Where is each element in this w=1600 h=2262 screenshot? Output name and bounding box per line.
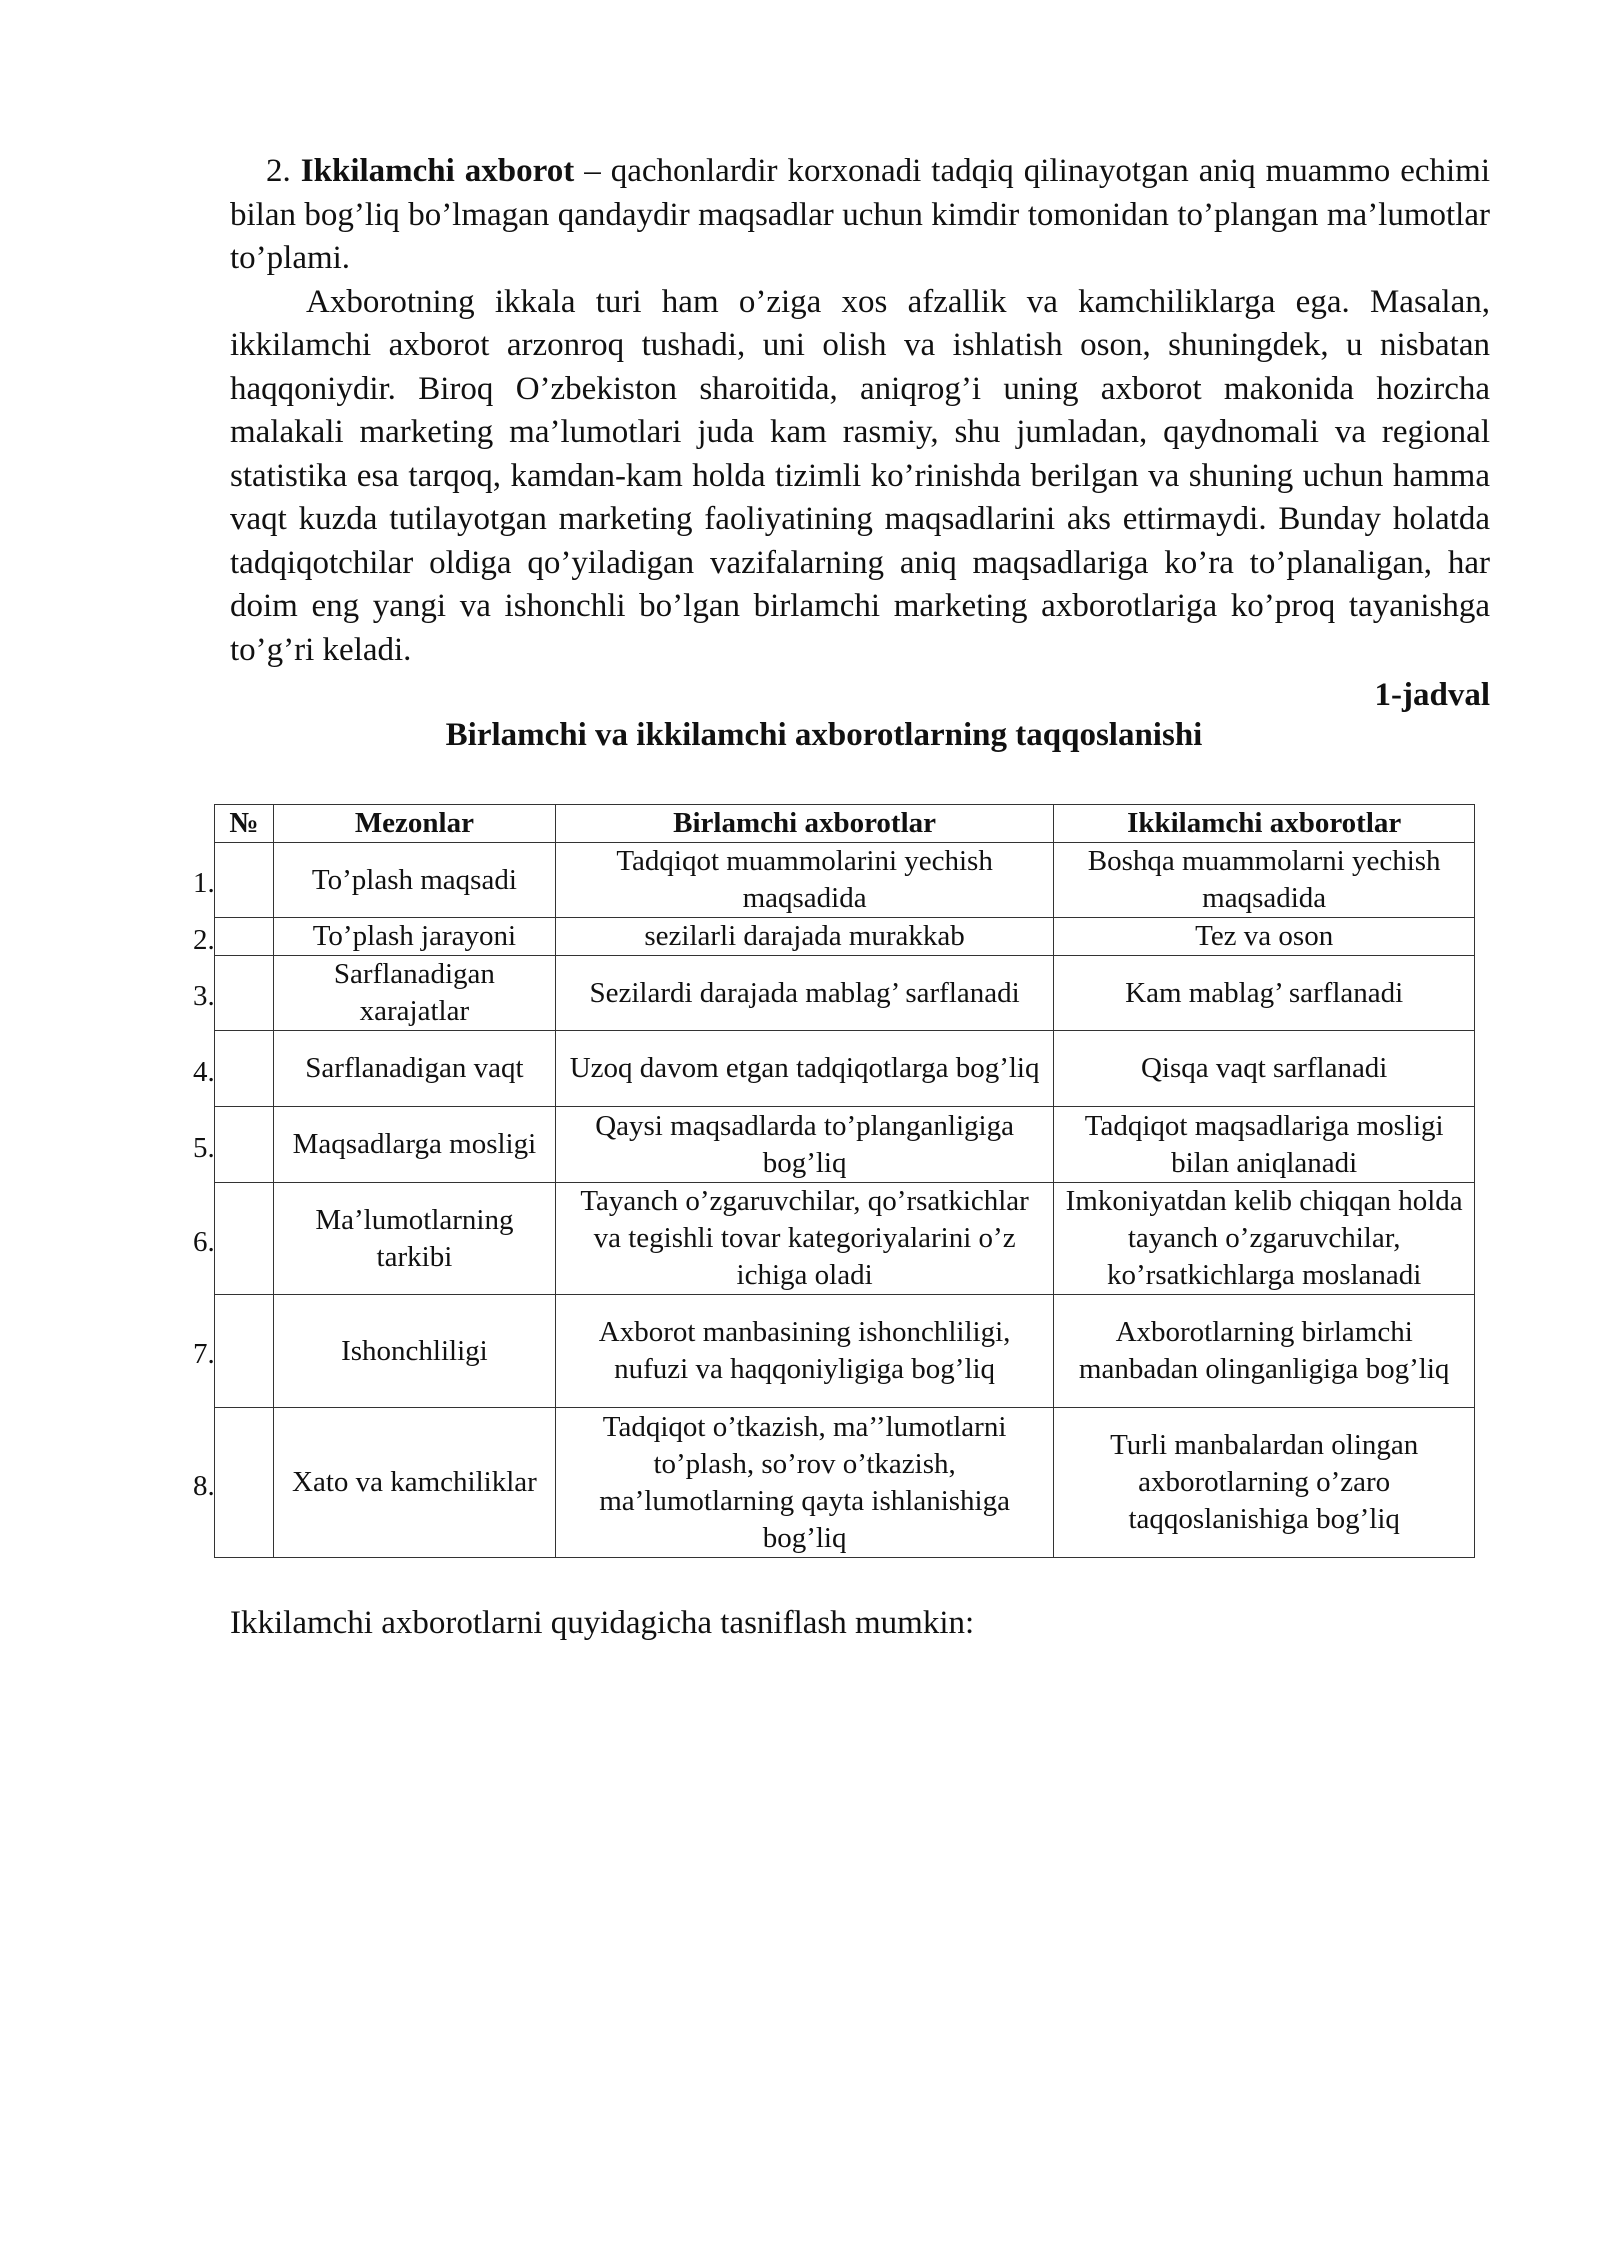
table-row	[215, 918, 1475, 956]
row-number: 4.	[193, 1055, 215, 1088]
document-page	[193, 150, 1491, 1641]
table-row	[215, 843, 1475, 918]
criterion-cell: Sarflanadigan xarajatlar	[273, 956, 555, 1031]
table-row	[215, 956, 1475, 1031]
row-number-cell	[193, 1183, 274, 1295]
table-row	[215, 1183, 1475, 1295]
criterion-cell: Ishonchliligi	[273, 1295, 555, 1408]
criterion-cell: To’plash jarayoni	[273, 918, 555, 956]
secondary-cell: Turli manbalardan olingan axborotlarning o’zaro taqqoslanishiga bog’liq	[1054, 1408, 1475, 1558]
row-number: 7.	[193, 1338, 215, 1371]
defined-term: Ikkilamchi axborot	[300, 153, 575, 189]
primary-cell: Uzoq davom etgan tadqiqotlarga bog’liq	[555, 1031, 1054, 1107]
row-number: 5.	[193, 1131, 215, 1164]
table-header-row	[215, 805, 1475, 843]
secondary-cell: Tadqiqot maqsadlariga mosligi bilan aniqlanadi	[1054, 1107, 1475, 1183]
table-label: 1-jadval	[1374, 677, 1490, 713]
table-row	[215, 1031, 1475, 1107]
primary-cell: Axborot manbasining ishonchliligi, nufuzi va haqqoniyligiga bog’liq	[555, 1295, 1054, 1408]
row-number: 2.	[193, 923, 215, 956]
row-number: 1.	[193, 867, 215, 900]
row-number: 3.	[193, 980, 215, 1013]
primary-cell: sezilarli darajada murakkab	[555, 918, 1054, 956]
secondary-cell: Qisqa vaqt sarflanadi	[1054, 1031, 1475, 1107]
paragraph-comparison-text: Axborotning ikkala turi ham o’ziga xos afzallik va kamchiliklarga ega. Masalan, ikkilamchi axborot arzonroq tushadi, uni olish va ishlatish oson, shuningdek, u nisbatan haqqoniydir. Biroq O’zbekiston sharoitida, aniqrog’i uning axborot makonida hozircha malakali marketing ma’lumotlari juda kam rasmiy, shu jumladan, qaydnomali va regional statistika esa tarqoq, kamdan-kam holda tizimli ko’rinishda berilgan va shuning uchun hamma vaqt kuzda tutilayotgan marketing faoliyatining maqsadlarini aks ettirmaydi. Bunday holatda tadqiqotchilar oldiga qo’yiladigan vazifalarning aniq maqsadlariga ko’ra to’planaligan, har doim eng yangi va ishonchli bo’lgan birlamchi marketing axborotlariga ko’proq tayanishga to’g’ri keladi.	[230, 283, 1490, 668]
primary-cell: Qaysi maqsadlarda to’planganligiga bog’liq	[555, 1107, 1054, 1183]
paragraph-prefix: 2.	[266, 153, 301, 189]
secondary-cell: Tez va oson	[1054, 918, 1475, 956]
secondary-cell: Kam mablag’ sarflanadi	[1054, 956, 1475, 1031]
comparison-table	[193, 804, 1475, 1558]
table-row	[215, 1107, 1475, 1183]
row-number-cell	[193, 1107, 274, 1183]
table-row	[215, 1408, 1475, 1558]
secondary-cell: Boshqa muammolarni yechish maqsadida	[1054, 843, 1475, 918]
row-number-cell	[193, 956, 274, 1031]
row-number-cell	[193, 1408, 274, 1558]
header-criteria: Mezonlar	[273, 805, 555, 843]
primary-cell: Tayanch o’zgaruvchilar, qo’rsatkichlar va tegishli tovar kategoriyalarini o’z ichiga oladi	[555, 1183, 1054, 1295]
row-number-cell	[193, 1031, 274, 1107]
criterion-cell: Maqsadlarga mosligi	[273, 1107, 555, 1183]
table-caption: Birlamchi va ikkilamchi axborotlarning taqqoslanishi	[445, 717, 1203, 753]
definition-text: – qachonlardir korxonadi tadqiq qilinayotgan aniq muammo echimi bilan bog’liq bo’lmagan qandaydir maqsadlar uchun kimdir tomonidan to’plangan ma’lumotlar to’plami.	[230, 153, 1491, 276]
paragraph-secondary-info-definition	[230, 150, 1490, 281]
secondary-cell: Imkoniyatdan kelib chiqqan holda tayanch o’zgaruvchilar, ko’rsatkichlarga moslanadi	[1054, 1183, 1475, 1295]
table-row	[215, 1295, 1475, 1408]
header-secondary: Ikkilamchi axborotlar	[1054, 805, 1475, 843]
header-number: №	[215, 805, 274, 843]
row-number-cell	[193, 843, 274, 918]
row-number: 6.	[193, 1225, 215, 1258]
criterion-cell: To’plash maqsadi	[273, 843, 555, 918]
row-number: 8.	[193, 1469, 215, 1502]
criterion-cell: Sarflanadigan vaqt	[273, 1031, 555, 1107]
secondary-cell: Axborotlarning birlamchi manbadan olinganligiga bog’liq	[1054, 1295, 1475, 1408]
criterion-cell: Xato va kamchiliklar	[273, 1408, 555, 1558]
criterion-cell: Ma’lumotlarning tarkibi	[273, 1183, 555, 1295]
primary-cell: Tadqiqot o’tkazish, ma’’lumotlarni to’plash, so’rov o’tkazish, ma’lumotlarning qayta ishlanishiga bog’liq	[555, 1408, 1054, 1558]
primary-cell: Sezilardi darajada mablag’ sarflanadi	[555, 956, 1054, 1031]
row-number-cell	[193, 918, 274, 956]
header-primary: Birlamchi axborotlar	[555, 805, 1054, 843]
row-number-cell	[193, 1295, 274, 1408]
closing-sentence: Ikkilamchi axborotlarni quyidagicha tasniflash mumkin:	[230, 1605, 975, 1641]
primary-cell: Tadqiqot muammolarini yechish maqsadida	[555, 843, 1054, 918]
